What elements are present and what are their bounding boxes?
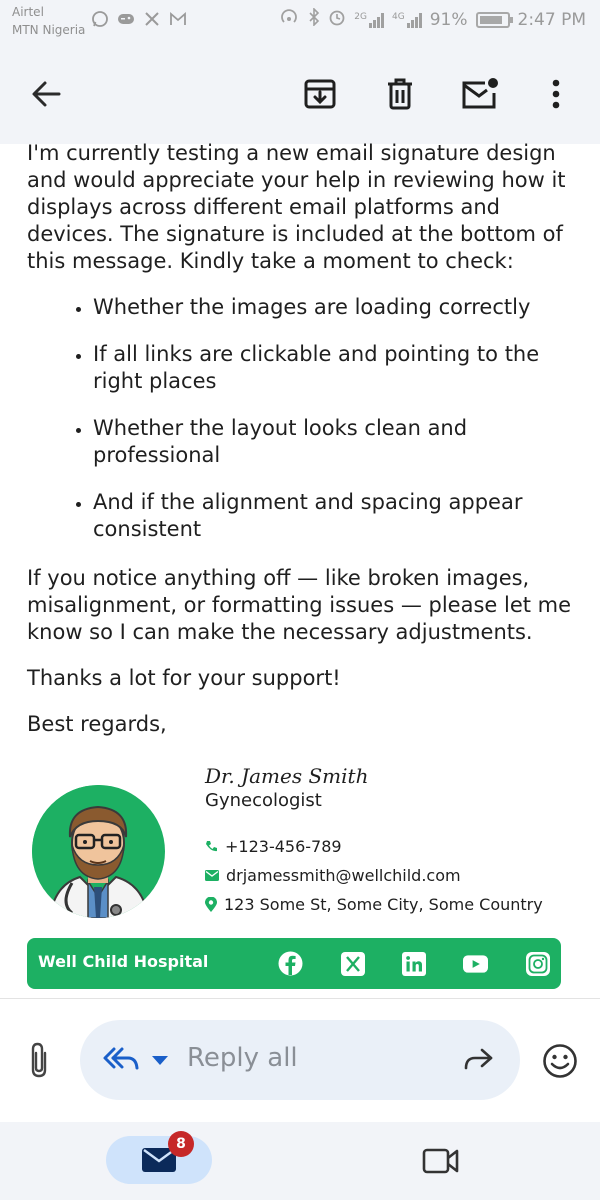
bottom-navigation — [0, 1122, 600, 1200]
nav-mail[interactable] — [106, 1136, 212, 1184]
mark-unread-button[interactable] — [458, 72, 502, 116]
back-button[interactable] — [24, 72, 68, 116]
instagram-icon — [526, 952, 550, 976]
more-vert-icon — [551, 79, 561, 109]
system-status — [278, 8, 586, 31]
bluetooth-icon — [308, 8, 320, 31]
hospital-name: Well Child Hospital — [38, 952, 209, 971]
signal-1 — [354, 12, 384, 28]
x-link[interactable] — [340, 951, 365, 976]
forward-icon[interactable] — [463, 1047, 493, 1071]
instagram-link[interactable] — [525, 951, 550, 976]
reply-placeholder: Reply all — [187, 1043, 298, 1073]
app-bar — [0, 44, 600, 144]
whatsapp-icon — [90, 10, 110, 28]
archive-icon — [304, 78, 336, 110]
signature-phone[interactable] — [205, 837, 342, 856]
email-body — [27, 140, 587, 757]
signature-footer-bar — [27, 938, 561, 989]
arrow-left-icon — [31, 80, 61, 108]
archive-button[interactable] — [298, 72, 342, 116]
email-intro: I'm currently testing a new email signature design and would appreciate your help in reviewing how it displays across different email platforms and devices. The signature is included at the bottom of this message. Kindly take a moment to check: — [27, 141, 566, 273]
linkedin-link[interactable] — [401, 951, 426, 976]
notification-icons — [90, 10, 188, 28]
youtube-icon — [463, 954, 488, 974]
network-label-2: 4G — [392, 11, 405, 22]
linkedin-icon — [402, 952, 426, 976]
battery-icon — [476, 12, 510, 28]
carrier-names — [12, 3, 85, 39]
status-bar — [0, 0, 600, 44]
email-closing: Best regards, — [27, 712, 167, 736]
checklist-item: • Whether the layout looks clean and professional — [93, 415, 587, 469]
alarm-icon — [328, 8, 346, 31]
x-app-icon — [142, 10, 162, 28]
checklist — [27, 294, 587, 543]
checklist-item: • If all links are clickable and pointing to the right places — [93, 341, 587, 395]
carrier-1: Airtel — [12, 5, 44, 19]
mark-unread-icon — [461, 77, 499, 111]
facebook-icon — [278, 951, 303, 976]
reply-all-icon[interactable] — [102, 1046, 140, 1072]
email-thanks: Thanks a lot for your support! — [27, 666, 341, 690]
paperclip-icon — [28, 1041, 50, 1079]
email-follow-up: If you notice anything off — like broken images, misalignment, or formatting issues — please let me know so I can make the necessary adjustments. — [27, 566, 572, 644]
delete-button[interactable] — [378, 72, 422, 116]
youtube-link[interactable] — [463, 951, 488, 976]
more-options-button[interactable] — [534, 72, 578, 116]
network-label-1: 2G — [354, 11, 367, 22]
hotspot-icon — [278, 8, 300, 31]
x-icon — [341, 952, 365, 976]
divider — [0, 998, 600, 999]
gmail-icon — [168, 10, 188, 28]
clock: 2:47 PM — [517, 9, 586, 30]
location-pin-icon — [205, 897, 217, 912]
attach-button[interactable] — [22, 1040, 56, 1080]
checklist-item: • Whether the images are loading correctly — [93, 294, 587, 321]
signature-address[interactable] — [205, 895, 543, 914]
battery-percent: 91% — [429, 9, 468, 30]
game-controller-icon — [116, 10, 136, 28]
doctor-avatar — [32, 785, 165, 918]
signature-title: Gynecologist — [205, 790, 322, 811]
emoji-icon[interactable] — [542, 1043, 578, 1079]
signal-2 — [392, 12, 422, 28]
signature-email[interactable] — [205, 866, 461, 885]
signature-phone-text: +123-456-789 — [225, 837, 342, 856]
signature-email-text: drjamessmith@wellchild.com — [226, 866, 461, 885]
unread-count-badge: 8 — [168, 1131, 194, 1157]
email-signature — [27, 760, 567, 990]
facebook-link[interactable] — [278, 951, 303, 976]
trash-icon — [386, 78, 414, 110]
checklist-item: • And if the alignment and spacing appear consistent — [93, 489, 587, 543]
phone-icon — [205, 840, 218, 853]
video-camera-icon[interactable] — [422, 1146, 460, 1176]
chevron-down-icon[interactable] — [152, 1056, 168, 1066]
signature-address-text: 123 Some St, Some City, Some Country — [224, 895, 543, 914]
carrier-2: MTN Nigeria — [12, 23, 86, 37]
email-icon — [205, 870, 219, 881]
signature-name: Dr. James Smith — [205, 764, 369, 788]
reply-all-field[interactable] — [80, 1020, 520, 1100]
